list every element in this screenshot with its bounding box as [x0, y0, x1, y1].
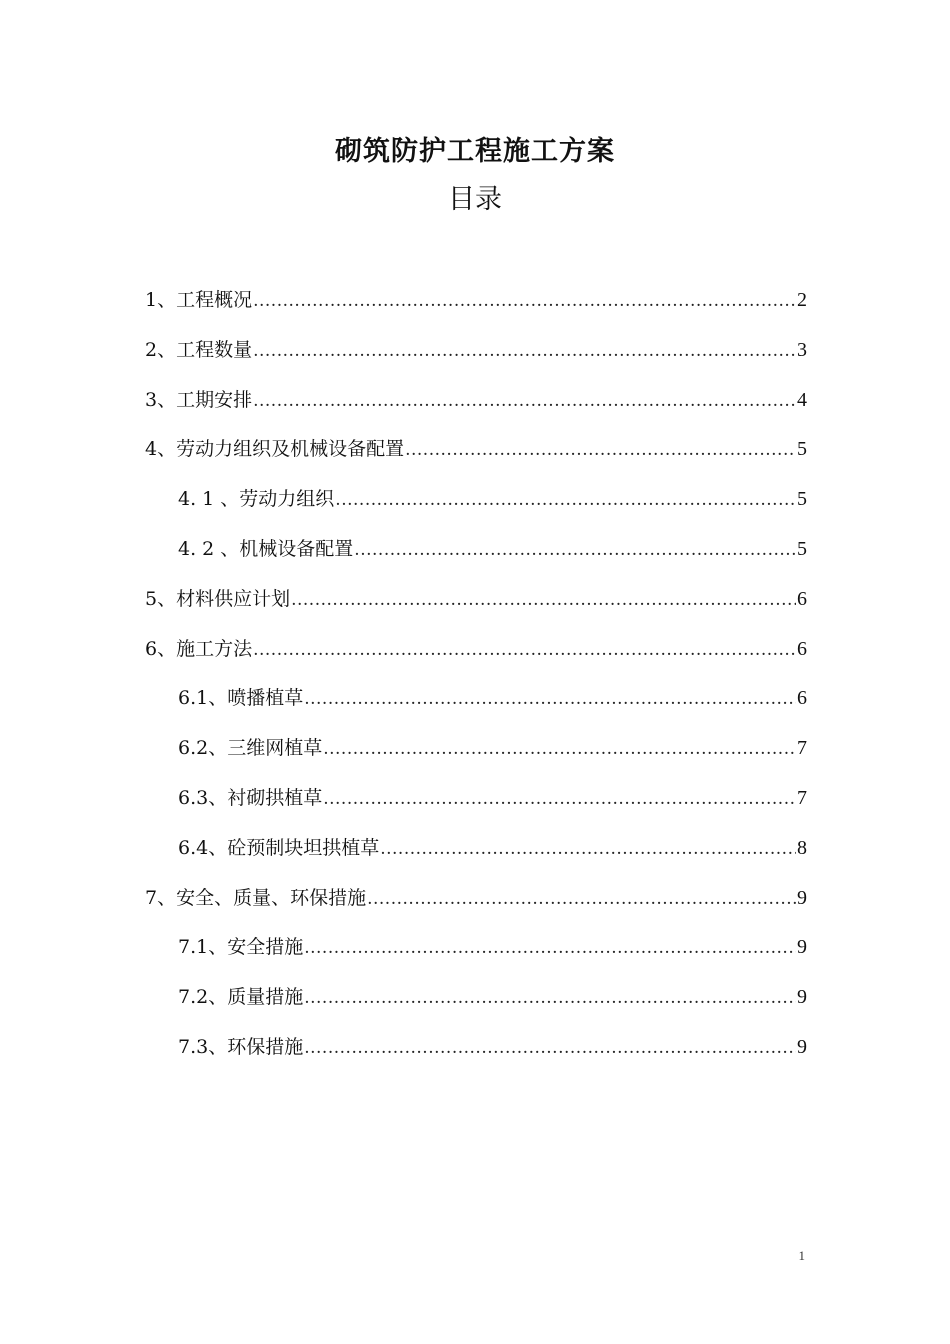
- document-title: 砌筑防护工程施工方案: [335, 136, 615, 167]
- page-number: 1: [798, 1248, 805, 1263]
- toc-dot-leader: [304, 932, 796, 963]
- toc-dot-leader: [354, 534, 796, 565]
- toc-entry-label: 2、工程数量: [145, 338, 253, 361]
- toc-entry-page: 6: [797, 587, 807, 610]
- toc-entry-page: 7: [797, 737, 807, 760]
- toc-heading: 目录: [448, 184, 502, 215]
- toc-entry-page: 5: [797, 438, 807, 461]
- toc-entry-label: 7.3、环保措施: [178, 1035, 304, 1058]
- toc-entry-label: 3、工期安排: [145, 388, 253, 411]
- toc-entry-label: 6.3、衬砌拱植草: [178, 786, 323, 809]
- toc-entry[interactable]: [145, 833, 807, 883]
- toc-entry-page: 9: [797, 886, 807, 909]
- toc-dot-leader: [253, 335, 796, 366]
- toc-entry-page: 6: [797, 687, 807, 710]
- toc-entry[interactable]: [145, 335, 807, 385]
- toc-dot-leader: [323, 783, 796, 814]
- toc-entry-page: 8: [797, 836, 807, 859]
- toc-entry-page: 3: [797, 338, 807, 361]
- toc-entry[interactable]: [145, 932, 807, 982]
- toc-dot-leader: [323, 733, 796, 764]
- toc-dot-leader: [304, 683, 796, 714]
- toc-entry-label: 7、安全、质量、环保措施: [145, 886, 367, 909]
- toc-dot-leader: [304, 1032, 796, 1063]
- toc-entry-label: 4. 1 、劳动力组织: [178, 488, 335, 511]
- toc-entry-label: 5、材料供应计划: [145, 587, 291, 610]
- toc-entry[interactable]: [145, 385, 807, 435]
- toc-entry[interactable]: [145, 484, 807, 534]
- toc-dot-leader: [253, 285, 796, 316]
- toc-entry-page: 9: [797, 936, 807, 959]
- toc-entry-label: 6.4、砼预制块坦拱植草: [178, 836, 380, 859]
- toc-entry-page: 4: [797, 388, 807, 411]
- toc-entry-label: 1、工程概况: [145, 289, 253, 311]
- toc-dot-leader: [405, 434, 796, 465]
- toc-entry[interactable]: [145, 883, 807, 933]
- toc-entry[interactable]: [145, 783, 807, 833]
- toc-dot-leader: [367, 883, 796, 914]
- toc-entry-label: 4. 2 、机械设备配置: [178, 537, 354, 560]
- toc-entry[interactable]: [145, 1032, 807, 1082]
- toc-entry-label: 6.1、喷播植草: [178, 687, 304, 710]
- toc-entry-page: 7: [797, 786, 807, 809]
- toc-entry-page: 2: [797, 289, 807, 311]
- toc-entry-label: 6.2、三维网植草: [178, 737, 323, 760]
- toc-entry-page: 5: [797, 488, 807, 511]
- toc-dot-leader: [291, 584, 796, 615]
- toc-dot-leader: [380, 833, 796, 864]
- toc-dot-leader: [253, 385, 796, 416]
- toc-entry[interactable]: [145, 982, 807, 1032]
- toc-entry-page: 9: [797, 986, 807, 1009]
- toc-entry[interactable]: [145, 534, 807, 584]
- toc-entry-label: 7.1、安全措施: [178, 936, 304, 959]
- toc-entry-label: 6、施工方法: [145, 637, 253, 660]
- toc-entry[interactable]: [145, 634, 807, 684]
- toc-dot-leader: [253, 634, 796, 665]
- toc-entry-page: 6: [797, 637, 807, 660]
- toc-entry-label: 4、劳动力组织及机械设备配置: [145, 438, 405, 461]
- toc-dot-leader: [304, 982, 796, 1013]
- toc-entry[interactable]: [145, 733, 807, 783]
- toc-dot-leader: [335, 484, 796, 515]
- toc-entry[interactable]: [145, 285, 807, 335]
- toc-entry-label: 7.2、质量措施: [178, 986, 304, 1009]
- table-of-contents: [145, 285, 807, 1082]
- toc-entry-page: 5: [797, 537, 807, 560]
- toc-entry[interactable]: [145, 434, 807, 484]
- toc-entry[interactable]: [145, 683, 807, 733]
- toc-entry[interactable]: [145, 584, 807, 634]
- toc-entry-page: 9: [797, 1035, 807, 1058]
